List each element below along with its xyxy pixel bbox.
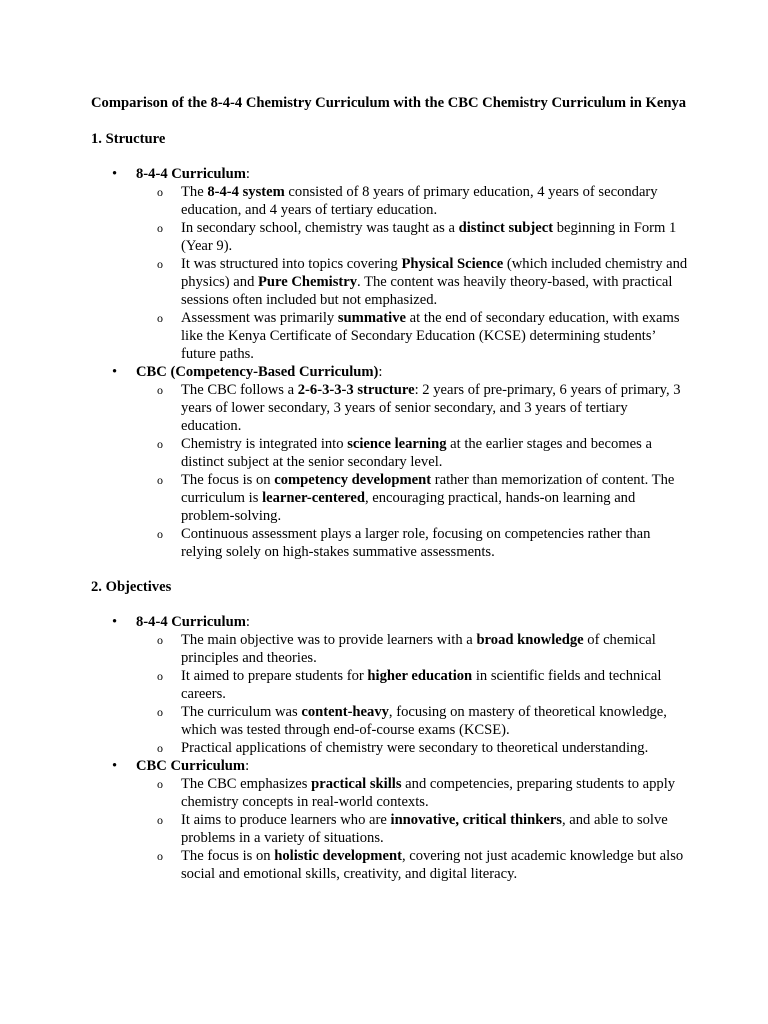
text-segment: It aims to produce learners who are bbox=[181, 812, 391, 828]
text-segment: Assessment was primarily bbox=[181, 310, 338, 326]
curriculum-group-label: 8-4-4 Curriculum: bbox=[136, 614, 250, 630]
text-segment: The focus is on bbox=[181, 848, 275, 864]
list-item-text bbox=[181, 256, 687, 308]
bold-term: distinct subject bbox=[458, 220, 554, 236]
list-item-text bbox=[181, 436, 652, 470]
text-segment: Chemistry is integrated into bbox=[181, 436, 348, 452]
text-segment: consisted of 8 years of primary education, 4 years of secondary education, and 4 years of tertiary education. bbox=[181, 184, 658, 218]
list-item-text bbox=[181, 310, 680, 362]
text-segment: In secondary school, chemistry was taught as a bbox=[181, 220, 459, 236]
text-segment: Practical applications of chemistry were secondary to theoretical understanding. bbox=[181, 740, 649, 756]
bold-term: summative bbox=[337, 310, 406, 326]
circle-bullet-icon: o bbox=[157, 669, 163, 683]
bold-term: holistic development bbox=[274, 848, 402, 864]
list-item bbox=[136, 255, 691, 309]
text-segment: The bbox=[181, 184, 208, 200]
section-list bbox=[91, 613, 691, 883]
list-item-text bbox=[181, 812, 668, 846]
circle-bullet-icon: o bbox=[157, 849, 163, 863]
text-segment: rather than memorization of content. The curriculum is bbox=[181, 472, 675, 506]
curriculum-group-label: CBC Curriculum: bbox=[136, 758, 250, 774]
text-segment: The CBC follows a bbox=[181, 382, 298, 398]
list-item bbox=[136, 811, 691, 847]
list-item-text bbox=[181, 704, 667, 738]
circle-bullet-icon: o bbox=[157, 437, 163, 451]
text-segment: in scientific fields and technical careers. bbox=[181, 668, 662, 702]
curriculum-group bbox=[91, 363, 691, 561]
curriculum-group-label: 8-4-4 Curriculum: bbox=[136, 166, 250, 182]
circle-bullet-icon: o bbox=[157, 185, 163, 199]
list-item bbox=[136, 525, 691, 561]
text-segment: The curriculum was bbox=[181, 704, 302, 720]
list-item bbox=[136, 435, 691, 471]
bold-term: 8-4-4 system bbox=[207, 184, 285, 200]
text-segment: (which included chemistry and physics) and bbox=[181, 256, 688, 290]
bold-term: content-heavy bbox=[301, 704, 389, 720]
bold-term: broad knowledge bbox=[476, 632, 584, 648]
circle-bullet-icon: o bbox=[157, 705, 163, 719]
curriculum-group bbox=[91, 613, 691, 757]
text-segment: , focusing on mastery of theoretical knowledge, which was tested through end-of-course exams (KCSE). bbox=[181, 704, 667, 738]
curriculum-group bbox=[91, 165, 691, 363]
list-item bbox=[136, 309, 691, 363]
bullet-icon: • bbox=[112, 758, 118, 774]
section-list bbox=[91, 165, 691, 561]
curriculum-group bbox=[91, 757, 691, 883]
document-title: Comparison of the 8-4-4 Chemistry Curriculum with the CBC Chemistry Curriculum in Kenya bbox=[91, 95, 687, 111]
bold-term: science learning bbox=[347, 436, 447, 452]
sections-container bbox=[91, 130, 691, 883]
text-segment: It was structured into topics covering bbox=[181, 256, 402, 272]
text-segment: at the end of secondary education, with exams like the Kenya Certificate of Secondary Education (KCSE) determining students’ future paths. bbox=[181, 310, 680, 362]
sub-list bbox=[136, 381, 691, 561]
text-segment: . The content was heavily theory-based, with practical sessions often included but not emphasized. bbox=[181, 274, 673, 308]
sub-list bbox=[136, 775, 691, 883]
list-item bbox=[136, 381, 691, 435]
bold-term: Physical Science bbox=[401, 256, 504, 272]
list-item bbox=[136, 471, 691, 525]
list-item-text bbox=[181, 740, 648, 756]
text-segment: and competencies, preparing students to apply chemistry concepts in real-world contexts. bbox=[181, 776, 676, 810]
document-body bbox=[91, 94, 691, 900]
list-item-text bbox=[181, 848, 683, 882]
text-segment: beginning in Form 1 (Year 9). bbox=[181, 220, 677, 254]
section-heading: 2. Objectives bbox=[91, 579, 172, 595]
text-segment: The focus is on bbox=[181, 472, 275, 488]
text-segment: It aimed to prepare students for bbox=[181, 668, 368, 684]
list-item bbox=[136, 703, 691, 739]
circle-bullet-icon: o bbox=[157, 257, 163, 271]
list-item bbox=[136, 847, 691, 883]
list-item-text bbox=[181, 184, 658, 218]
bullet-icon: • bbox=[112, 614, 118, 630]
list-item-text bbox=[181, 220, 676, 254]
list-item bbox=[136, 219, 691, 255]
bullet-icon: • bbox=[112, 364, 118, 380]
text-segment: Continuous assessment plays a larger role, focusing on competencies rather than relying solely on high-stakes summative assessments. bbox=[181, 526, 651, 560]
circle-bullet-icon: o bbox=[157, 527, 163, 541]
list-item bbox=[136, 775, 691, 811]
list-item-text bbox=[181, 668, 661, 702]
list-item-text bbox=[181, 632, 656, 666]
bold-term: higher education bbox=[367, 668, 473, 684]
circle-bullet-icon: o bbox=[157, 383, 163, 397]
curriculum-group-label: CBC (Competency-Based Curriculum): bbox=[136, 364, 383, 380]
circle-bullet-icon: o bbox=[157, 813, 163, 827]
text-segment: The CBC emphasizes bbox=[181, 776, 312, 792]
bold-term: Pure Chemistry bbox=[258, 274, 358, 290]
list-item bbox=[136, 667, 691, 703]
list-item-text bbox=[181, 776, 675, 810]
text-segment: , covering not just academic knowledge but also social and emotional skills, creativity, and digital literacy. bbox=[181, 848, 684, 882]
circle-bullet-icon: o bbox=[157, 741, 163, 755]
list-item bbox=[136, 739, 691, 757]
bold-term: practical skills bbox=[311, 776, 402, 792]
sub-list bbox=[136, 183, 691, 363]
bold-term: 2-6-3-3-3 structure bbox=[297, 382, 415, 398]
circle-bullet-icon: o bbox=[157, 633, 163, 647]
section-heading: 1. Structure bbox=[91, 131, 166, 147]
text-segment: : 2 years of pre-primary, 6 years of primary, 3 years of lower secondary, 3 years of senior secondary, and 3 years of tertiary education. bbox=[181, 382, 681, 434]
text-segment: at the earlier stages and becomes a distinct subject at the senior secondary level. bbox=[181, 436, 652, 470]
bold-term: innovative, critical thinkers bbox=[390, 812, 562, 828]
text-segment: , encouraging practical, hands-on learning and problem-solving. bbox=[181, 490, 636, 524]
list-item-text bbox=[181, 382, 681, 434]
text-segment: , and able to solve problems in a variety of situations. bbox=[181, 812, 668, 846]
circle-bullet-icon: o bbox=[157, 311, 163, 325]
bold-term: learner-centered bbox=[262, 490, 365, 506]
list-item bbox=[136, 183, 691, 219]
bold-term: competency development bbox=[274, 472, 432, 488]
list-item-text bbox=[181, 472, 674, 524]
text-segment: The main objective was to provide learners with a bbox=[181, 632, 477, 648]
circle-bullet-icon: o bbox=[157, 221, 163, 235]
sub-list bbox=[136, 631, 691, 757]
circle-bullet-icon: o bbox=[157, 777, 163, 791]
circle-bullet-icon: o bbox=[157, 473, 163, 487]
list-item-text bbox=[181, 526, 650, 560]
text-segment: of chemical principles and theories. bbox=[181, 632, 656, 666]
bullet-icon: • bbox=[112, 166, 118, 182]
list-item bbox=[136, 631, 691, 667]
